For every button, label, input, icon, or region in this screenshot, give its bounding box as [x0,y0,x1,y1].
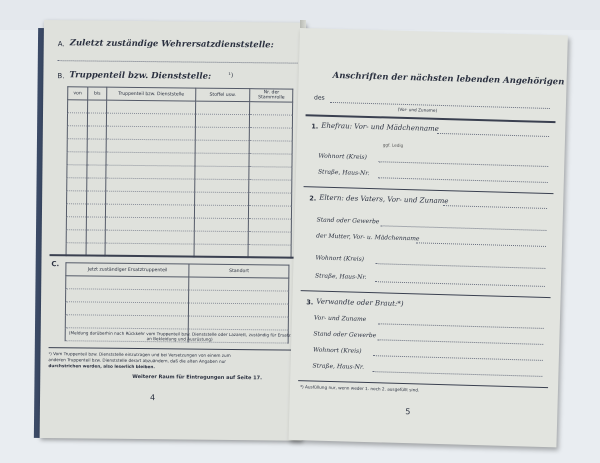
footnote-line-3: durchstrichen werden, also leserlich bleiben. [48,363,155,370]
section-a-line [58,60,298,64]
col-bis: bis [87,87,107,100]
s3-vorname: Vor- und Zuname [313,314,367,323]
s3-stand: Stand oder Gewerbe [313,330,377,340]
s2-stand: Stand oder Gewerbe [316,216,380,226]
s3-strasse: Straße, Haus-Nr. [312,362,365,371]
s1-divider [304,186,554,194]
left-page [40,20,306,441]
col-truppenteil: Truppenteil bzw. Dienststelle [107,87,195,101]
s2-label: Eltern: des Vaters, Vor- und Zuname [319,193,449,206]
s2-strasse: Straße, Haus-Nr. [314,272,367,281]
name-line [330,102,550,109]
s1-strasse: Straße, Haus-Nr. [317,168,370,177]
s3-label: Verwandte oder Braut:*) [316,297,404,308]
col-ersatztruppenteil: Jetzt zuständiger Ersatztruppenteil [66,263,190,277]
col-stoffel: Stoffel usw. [195,88,250,102]
s2-num: 2. [309,194,317,203]
section-b-table [66,86,294,258]
name-caption: (Vor- und Zuname) [397,106,438,113]
section-b-label: Truppenteil bzw. Dienststelle: [69,70,212,82]
col-stammrolle: Nr. der Stammrolle [250,89,293,102]
s3-wohnort-line [373,355,543,361]
s1-stamp: ggf. Ledig [382,142,404,148]
section-b-footnote-ref: ¹) [228,71,234,79]
s3-wohnort: Wohnort (Kreis) [312,346,362,355]
s2-strasse-line [375,281,545,287]
s3-vorname-line [378,323,544,329]
footnote-divider [49,347,299,351]
s2-mutter: der Mutter, Vor- u. Mädchenname [316,232,420,243]
s2-divider [301,290,551,298]
footnote-right: *) Ausfüllung nur, wenn weder 1. noch 2. ausgefüllt sind. [299,384,420,393]
s1-strasse-line [378,177,548,183]
s3-num: 3. [306,298,314,307]
col-standort: Standort [189,264,289,278]
right-page [288,28,567,447]
section-c-letter: C. [51,260,60,269]
s3-strasse-line [372,371,542,377]
des-label: des [313,94,325,102]
s1-label: Ehefrau: Vor- und Mädchenname [321,121,439,133]
s1-wohnort: Wohnort (Kreis) [318,152,367,161]
s2-stand-line [380,225,546,231]
col-von: von [68,87,88,100]
s2-mutter-line [416,242,546,247]
side-note: (Meldung darüberhin nach Rückkehr vom Truppenteil bzw. Dienststelle oder Lazarett, zuständig für Ersatz an Bekleidung und Ausrüstung) [68,330,291,343]
section-a-letter: A. [57,40,65,49]
page-title: Anschriften der nächsten lebenden Angehörigen [332,70,565,88]
s2-wohnort-line [375,263,545,269]
s1-num: 1. [311,122,319,131]
section-b-letter: B. [57,72,65,81]
s1-wohnort-line [378,161,548,167]
s2-wohnort: Wohnort (Kreis) [315,254,365,263]
section-a-label: Zuletzt zuständige Wehrersatzdienststelle: [69,38,274,51]
footnote-line-2: anderen Truppenteil bzw. Dienststelle derart abzuändern, daß die alten Angaben nur [48,357,227,364]
s1-line [437,133,549,137]
s2-line [443,205,547,209]
page-number-left: 4 [150,393,156,403]
page-number-right: 5 [405,407,411,417]
footnote-line-1: ¹) Vom Truppenteil bzw. Dienststelle einzutragen und bei Versetzungen von einem zum [48,351,231,358]
further-space-note: Weiterer Raum für Eintragungen auf Seite 17. [132,373,263,382]
s3-stand-line [377,339,543,345]
